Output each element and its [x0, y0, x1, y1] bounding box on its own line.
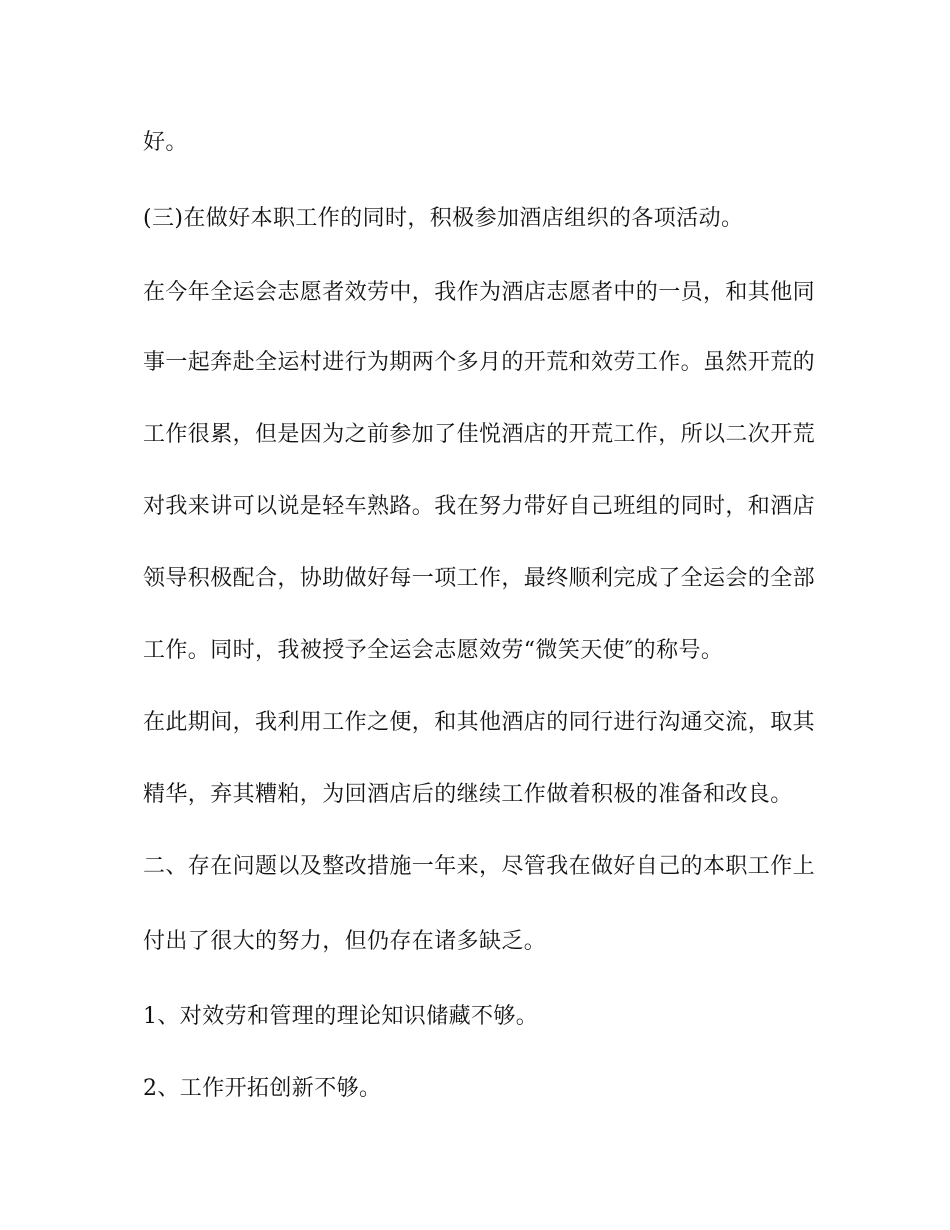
text-line: 对我来讲可以说是轻车熟路。我在努力带好自己班组的同时，和酒店 — [143, 494, 816, 519]
text-line: 好。 — [143, 130, 188, 155]
text-line: 2、工作开拓创新不够。 — [143, 1076, 382, 1101]
text-line: 二、存在问题以及整改措施一年来，尽管我在做好自己的本职工作上 — [143, 854, 816, 879]
text-line: 工作。同时，我被授予全运会志愿效劳“微笑天使″的称号。 — [143, 638, 724, 663]
text-line: 工作很累，但是因为之前参加了佳悦酒店的开荒工作，所以二次开荒 — [143, 422, 816, 447]
text-line: 事一起奔赴全运村进行为期两个多月的开荒和效劳工作。虽然开荒的 — [143, 350, 816, 375]
text-line: 在今年全运会志愿者效劳中，我作为酒店志愿者中的一员，和其他同 — [143, 280, 816, 305]
text-line: 1、对效劳和管理的理论知识储藏不够。 — [143, 1004, 539, 1029]
text-line: 领导积极配合，协助做好每一项工作，最终顺利完成了全运会的全部 — [143, 566, 816, 591]
text-line: 在此期间，我利用工作之便，和其他酒店的同行进行沟通交流，取其 — [143, 710, 816, 735]
text-line: 付出了很大的努力，但仍存在诸多缺乏。 — [143, 929, 547, 954]
text-line: 精华，弃其糟粕，为回酒店后的继续工作做着积极的准备和改良。 — [143, 782, 793, 807]
text-line: (三)在做好本职工作的同时，积极参加酒店组织的各项活动。 — [143, 206, 744, 231]
